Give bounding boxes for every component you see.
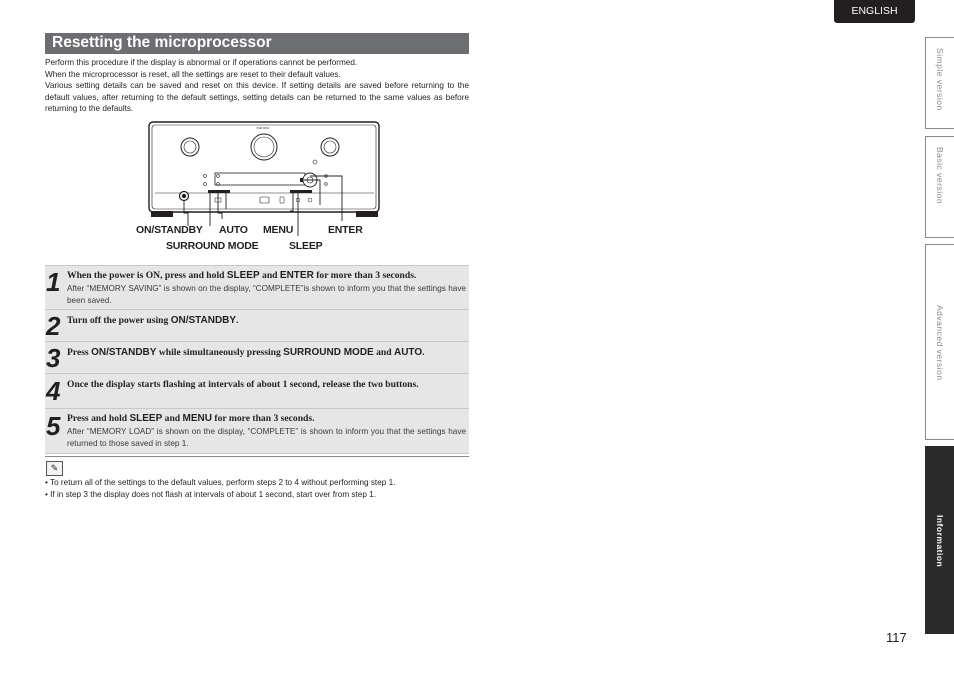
side-tab-advanced-version[interactable]: [925, 244, 954, 440]
callout-sleep: SLEEP: [289, 240, 323, 252]
receiver-front-panel-illustration: [130, 118, 380, 258]
step-number: 4: [46, 376, 61, 406]
callout-enter: ENTER: [328, 224, 363, 236]
pencil-icon: ✎: [46, 461, 63, 476]
step-note: After “MEMORY SAVING” is shown on the display, “COMPLETE”is shown to inform you that the settings have been saved.: [67, 284, 466, 305]
callout-auto: AUTO: [219, 224, 248, 236]
step-5: [45, 409, 469, 454]
section-title-bar: [45, 33, 469, 54]
procedure-steps: [45, 265, 469, 454]
language-tab[interactable]: ENGLISH: [834, 0, 915, 23]
step-number: 3: [46, 343, 61, 373]
side-tab-label: Advanced version: [935, 305, 945, 381]
side-tab-information[interactable]: [925, 446, 954, 634]
step-note: After “MEMORY LOAD” is shown on the display, “COMPLETE” is shown to inform you that the settings have returned to those saved in step 1.: [67, 427, 466, 448]
step-2: [45, 310, 469, 342]
step-number: 1: [46, 267, 61, 297]
side-tab-label: Simple version: [935, 48, 945, 111]
step-1: [45, 265, 469, 310]
receiver-drawing: [130, 118, 380, 258]
step-4: [45, 374, 469, 409]
intro-paragraph: Various setting details can be saved and reset on this device. If setting details are saved before returning to the default values, after returning to the default settings, setting details can be returned to the same values as before returning to the defaults.: [45, 81, 469, 114]
notes-section: [45, 456, 469, 499]
intro-paragraph: When the microprocessor is reset, all the settings are reset to their default values.: [45, 69, 341, 79]
note-item: • If in step 3 the display does not flash at intervals of about 1 second, start over from step 1.: [45, 490, 377, 499]
side-tab-label: Basic version: [935, 147, 945, 205]
step-instruction: Once the display starts flashing at intervals of about 1 second, release the two buttons.: [67, 379, 419, 390]
step-instruction: When the power is ON, press and hold SLEEP and ENTER for more than 3 seconds.: [67, 270, 417, 281]
side-tab-basic-version[interactable]: [925, 136, 954, 238]
side-tab-label: Information: [935, 515, 945, 568]
page-number: 117: [886, 630, 907, 645]
step-instruction: Turn off the power using ON/STANDBY.: [67, 315, 239, 326]
callout-on-standby: ON/STANDBY: [136, 224, 203, 236]
step-instruction: Press and hold SLEEP and MENU for more than 3 seconds.: [67, 413, 315, 424]
side-tab-simple-version[interactable]: [925, 37, 954, 129]
callout-surround-mode: SURROUND MODE: [166, 240, 259, 252]
brand-logo: marantz: [256, 125, 270, 130]
intro-paragraph: Perform this procedure if the display is abnormal or if operations cannot be performed.: [45, 58, 358, 67]
step-3: [45, 342, 469, 374]
step-number: 2: [46, 311, 61, 341]
section-title: Resetting the microprocessor: [52, 34, 272, 51]
step-instruction: Press ON/STANDBY while simultaneously pressing SURROUND MODE and AUTO.: [67, 347, 425, 358]
note-item: • To return all of the settings to the default values, perform steps 2 to 4 without performing step 1.: [45, 478, 396, 487]
callout-menu: MENU: [263, 224, 294, 236]
intro-text: [45, 57, 469, 115]
step-number: 5: [46, 411, 61, 441]
